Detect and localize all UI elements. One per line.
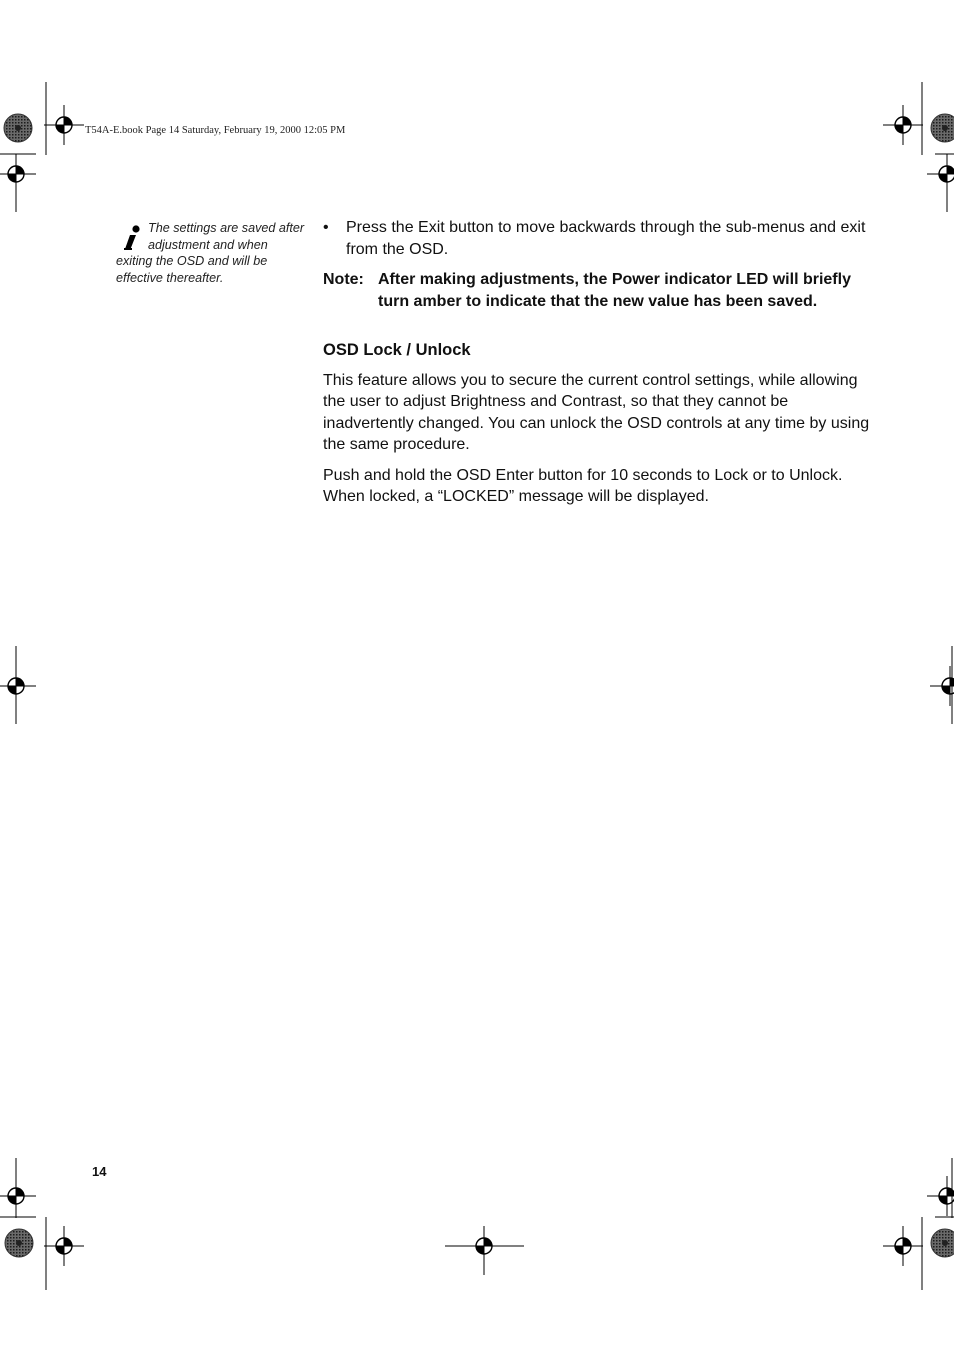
paragraph: Push and hold the OSD Enter button for 10 seconds to Lock or to Unlock. When locked, a “LOCKED” message will be displayed. (323, 466, 843, 505)
note (323, 269, 883, 312)
bullet-text: Press the Exit button to move backwards through the sub-menus and exit from the OSD. (346, 219, 866, 258)
note-text: After making adjustments, the Power indicator LED will briefly turn amber to indicate that the new value has been saved. (378, 271, 851, 310)
main-content (323, 217, 883, 508)
note-label: Note: (323, 271, 364, 288)
bullet-item (323, 217, 883, 260)
paragraph: This feature allows you to secure the current control settings, while allowing the user to adjust Brightness and Contrast, so that they cannot be inadvertently changed. You can unlock the OSD controls at any time by using the same procedure. (323, 371, 870, 453)
bullet-marker: • (323, 219, 329, 236)
section-heading: OSD Lock / Unlock (323, 341, 471, 359)
margin-note-text: The settings are saved after adjustment and when exiting the OSD and will be effective thereafter. (116, 221, 305, 285)
print-header: T54A-E.book Page 14 Saturday, February 19, 2000 12:05 PM (85, 125, 346, 136)
margin-note (116, 220, 306, 286)
page-number: 14 (92, 1164, 107, 1179)
info-icon (116, 222, 146, 252)
